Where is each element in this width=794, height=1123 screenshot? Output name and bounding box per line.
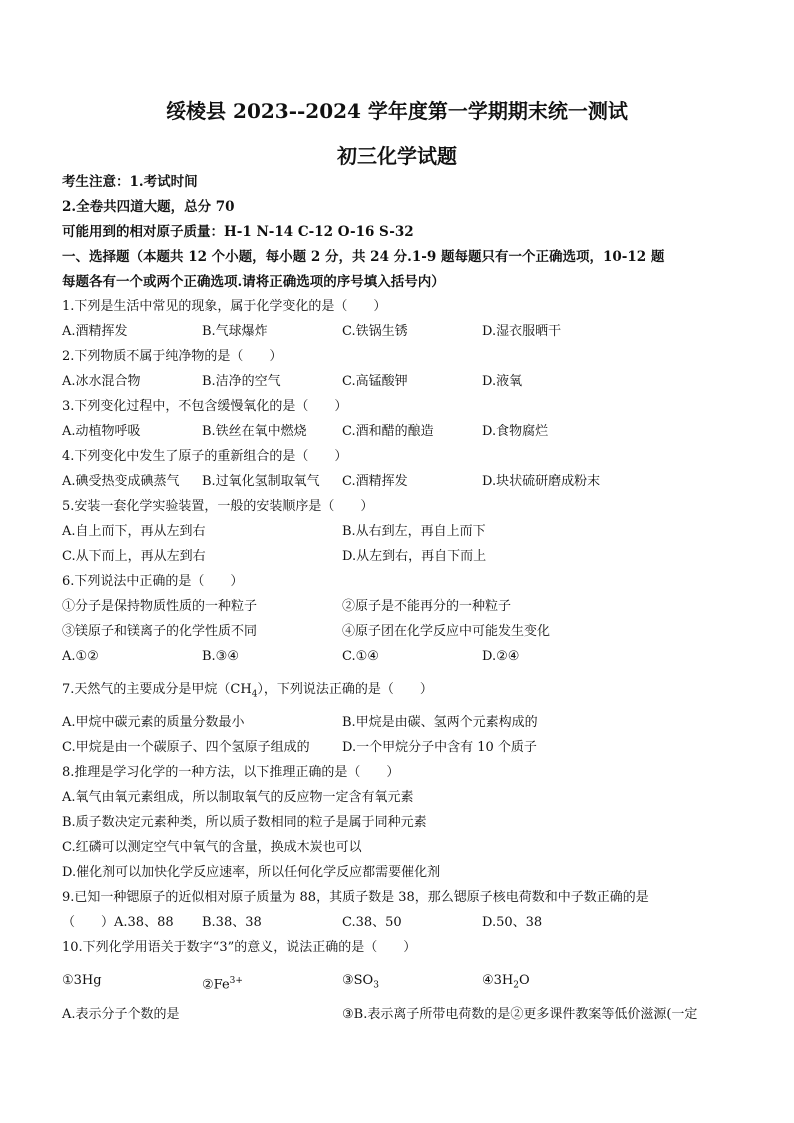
q8-option-a: A.氧气由氧元素组成，所以制取氧气的反应物一定含有氧元素 <box>62 790 414 805</box>
q10-formula-3 <box>342 972 379 995</box>
q10-formula-4-subscript: 2 <box>513 980 519 991</box>
q10-formula-2 <box>202 972 243 994</box>
q5-option-a: A.自上而下，再从左到右 <box>62 524 206 539</box>
q10-formula-2-charge: 3+ <box>229 976 243 986</box>
q5-option-c: C.从下而上，再从左到右 <box>62 549 206 564</box>
q9-option-d: D.50、38 <box>482 915 543 930</box>
q5-option-b: B.从右到左，再自上而下 <box>342 524 486 539</box>
q4-option-a: A.碘受热变成碘蒸气 <box>62 474 180 489</box>
q10-formula-3-base: ③SO <box>342 973 374 988</box>
q6-option-d: D.②④ <box>482 649 520 664</box>
q10-option-a: A.表示分子个数的是 <box>62 1007 180 1022</box>
q10-formula-4 <box>482 972 530 995</box>
q10-formula-1: ①3Hg <box>62 973 102 988</box>
notice-line-1: 考生注意：1.考试时间 <box>62 174 198 190</box>
q4-option-d: D.块状硫研磨成粉末 <box>482 474 601 489</box>
q9-option-b: B.38、38 <box>202 915 262 930</box>
q6-stem: 6.下列说法中正确的是（ ） <box>62 574 244 589</box>
q3-stem: 3.下列变化过程中，不包含缓慢氧化的是（ ） <box>62 399 348 414</box>
q8-stem: 8.推理是学习化学的一种方法，以下推理正确的是（ ） <box>62 765 400 780</box>
q10-formula-4-base: ④3H <box>482 973 514 988</box>
exam-subtitle: 初三化学试题 <box>337 144 457 168</box>
q2-option-d: D.液氧 <box>482 374 523 389</box>
q10-formula-3-subscript: 3 <box>373 980 379 991</box>
q1-stem: 1.下列是生活中常见的现象，属于化学变化的是（ ） <box>62 299 387 314</box>
q6-statement-4: ④原子团在化学反应中可能发生变化 <box>342 624 551 639</box>
q9-option-c: C.38、50 <box>342 915 402 930</box>
exam-title: 绥棱县 2023--2024 学年度第一学期期末统一测试 <box>166 99 628 123</box>
atomic-mass-line: 可能用到的相对原子质量：H-1 N-14 C-12 O-16 S-32 <box>62 224 414 240</box>
q6-option-c: C.①④ <box>342 649 379 664</box>
q7-stem-text: 7.天然气的主要成分是甲烷（CH <box>62 682 252 697</box>
q9-option-a: （ ）A.38、88 <box>62 915 174 930</box>
q7-option-a: A.甲烷中碳元素的质量分数最小 <box>62 715 245 730</box>
q4-option-c: C.酒精挥发 <box>342 474 408 489</box>
q2-option-c: C.高锰酸钾 <box>342 374 408 389</box>
q5-option-d: D.从左到右，再自下而上 <box>342 549 487 564</box>
q6-statement-2: ②原子是不能再分的一种粒子 <box>342 599 512 614</box>
q5-stem: 5.安装一套化学实验装置，一般的安装顺序是（ ） <box>62 499 374 514</box>
q1-option-d: D.湿衣服晒干 <box>482 324 562 339</box>
q7-option-d: D.一个甲烷分子中含有 10 个质子 <box>342 740 537 755</box>
q6-statement-3: ③镁原子和镁离子的化学性质不同 <box>62 624 258 639</box>
q1-option-c: C.铁锅生锈 <box>342 324 408 339</box>
q8-option-b: B.质子数决定元素种类，所以质子数相同的粒子是属于同种元素 <box>62 815 427 830</box>
q3-option-b: B.铁丝在氧中燃烧 <box>202 424 307 439</box>
q10-formula-4-tail: O <box>519 973 530 988</box>
q4-stem: 4.下列变化中发生了原子的重新组合的是（ ） <box>62 449 348 464</box>
q1-option-a: A.酒精挥发 <box>62 324 128 339</box>
q8-option-d: D.催化剂可以加快化学反应速率，所以任何化学反应都需要催化剂 <box>62 865 441 880</box>
q9-stem: 9.已知一种锶原子的近似相对原子质量为 88，其质子数是 38，那么锶原子核电荷数和中子数正确的是 <box>62 890 649 905</box>
q4-option-b: B.过氧化氢制取氧气 <box>202 474 320 489</box>
q10-formula-2-base: ②Fe <box>202 977 230 993</box>
q2-stem: 2.下列物质不属于纯净物的是（ ） <box>62 349 283 364</box>
notice-line-2: 2.全卷共四道大题，总分 70 <box>62 199 235 215</box>
q7-stem-tail: ），下列说法正确的是（ ） <box>257 682 433 697</box>
q8-option-c: C.红磷可以测定空气中氧气的含量，换成木炭也可以 <box>62 840 362 855</box>
q7-option-c: C.甲烷是由一个碳原子、四个氢原子组成的 <box>62 740 310 755</box>
q2-option-a: A.冰水混合物 <box>62 374 141 389</box>
section1-heading-line2: 每题各有一个或两个正确选项.请将正确选项的序号填入括号内） <box>62 274 445 290</box>
q6-option-b: B.③④ <box>202 649 239 664</box>
q7-stem <box>62 681 433 704</box>
q3-option-c: C.酒和醋的酿造 <box>342 424 434 439</box>
q2-option-b: B.洁净的空气 <box>202 374 281 389</box>
q10-stem: 10.下列化学用语关于数字“3”的意义，说法正确的是（ ） <box>62 940 417 955</box>
q1-option-b: B.气球爆炸 <box>202 324 268 339</box>
q3-option-a: A.动植物呼吸 <box>62 424 141 439</box>
q7-formula-subscript: 4 <box>251 689 258 700</box>
q7-option-b: B.甲烷是由碳、氢两个元素构成的 <box>342 715 538 730</box>
q10-option-b: ③B.表示离子所带电荷数的是②更多课件教案等低价滋源(一定 <box>342 1007 698 1022</box>
q3-option-d: D.食物腐烂 <box>482 424 549 439</box>
section1-heading-line1: 一、选择题（本题共 12 个小题，每小题 2 分，共 24 分.1-9 题每题只有一个正确选项，10-12 题 <box>62 249 665 265</box>
q6-option-a: A.①② <box>62 649 99 664</box>
q6-statement-1: ①分子是保持物质性质的一种粒子 <box>62 599 258 614</box>
